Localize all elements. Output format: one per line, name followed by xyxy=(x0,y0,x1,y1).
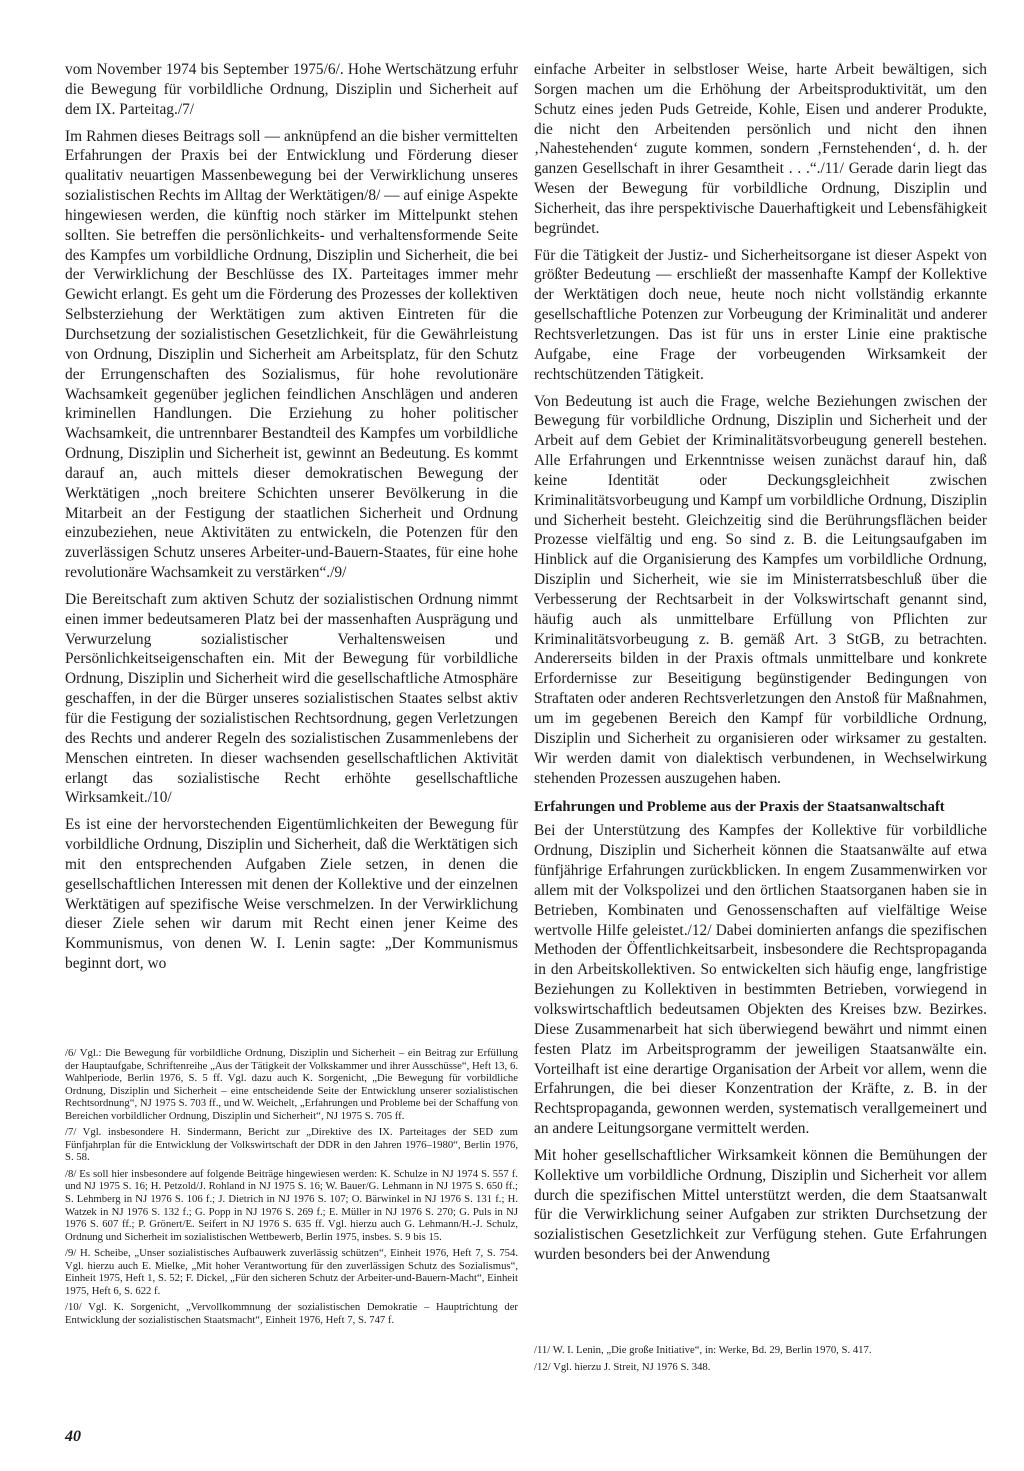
paragraph: Es ist eine der hervorstechenden Eigentümlichkeiten der Bewegung für vorbildliche Ordnung, Disziplin und Sicherheit, daß die Werktätigen sich mit den entsprechenden Aufgaben Ziele setzen, in denen die gesellschaftlichen Interessen mit denen der Kollektive und der einzelnen Werktätigen auf spezifische Weise verschmelzen. In der Verwirklichung dieser Ziele sehen wir darum mit Recht einen jener Keime des Kommunismus, von denen W. I. Lenin sagte: „Der Kommunismus beginnt dort, wo xyxy=(65,816,518,973)
paragraph: vom November 1974 bis September 1975/6/. Hohe Wertschätzung erfuhr die Bewegung für vorbildliche Ordnung, Disziplin und Sicherheit auf dem IX. Parteitag./7/ xyxy=(65,61,518,118)
footnotes-left xyxy=(65,1047,518,1330)
footnotes-right xyxy=(534,1344,987,1377)
footnote: /8/ Es soll hier insbesondere auf folgende Beiträge hingewiesen werden: K. Schulze in NJ 1974 S. 557 f. und NJ 1975 S. 16; H. Petzold/J. Rohland in NJ 1975 S. 16; W. Bauer/G. Lehmann in NJ 1975 S. 650 ff.; S. Lehmberg in NJ 1976 S. 106 f.; J. Dietrich in NJ 1976 S. 107; O. Bärwinkel in NJ 1976 S. 131 f.; H. Watzek in NJ 1976 S. 132 f.; G. Popp in NJ 1976 S. 269 f.; E. Müller in NJ 1976 S. 270; G. Puls in NJ 1976 S. 607 ff.; P. Grönert/E. Seifert in NJ 1976 S. 635 ff. Vgl. hierzu auch G. Lehmann/H.-J. Schulz, Ordnung und Sicherheit im sozialistischen Wettbewerb, Berlin 1975, insbes. S. 9 bis 15. xyxy=(65,1167,518,1243)
paragraph: Mit hoher gesellschaftlicher Wirksamkeit können die Bemühungen der Kollektive um vorbildliche Ordnung, Disziplin und Sicherheit vor allem durch die spezifischen Mittel unterstützt werden, die dem Staatsanwalt für die Verwirklichung seiner Aufgaben zur strikten Durchsetzung der sozialistischen Gesetzlichkeit zur Verfügung stehen. Gute Erfahrungen wurden besonders bei der Anwendung xyxy=(534,1146,987,1264)
footnote: /11/ W. I. Lenin, „Die große Initiative“, in: Werke, Bd. 29, Berlin 1970, S. 417. xyxy=(534,1344,872,1356)
footnote: /10/ Vgl. K. Sorgenicht, „Vervollkommnung der sozialistischen Demokratie – Hauptrichtung der Entwicklung der sozialistischen Staatsmacht“, Einheit 1976, Heft 7, S. 747 f. xyxy=(65,1301,518,1326)
footnote: /7/ Vgl. insbesondere H. Sindermann, Bericht zur „Direktive des IX. Parteitages der SED zum Fünfjahrplan für die Entwicklung der Volkswirtschaft der DDR in den Jahren 1976–1980“, Berlin 1976, S. 58. xyxy=(65,1126,518,1164)
paragraph: Für die Tätigkeit der Justiz- und Sicherheitsorgane ist dieser Aspekt von größter Bedeutung — erschließt der massenhafte Kampf der Kollektive der Werktätigen doch neue, heute noch nicht vollständig erkannte gesellschaftliche Potenzen zur Vorbeugung der Kriminalität und anderer Rechtsverletzungen. Das ist für uns in erster Linie eine praktische Aufgabe, eine Frage der vorbeugenden Wirksamkeit der rechtschützenden Tätigkeit. xyxy=(534,246,987,383)
paragraph: einfache Arbeiter in selbstloser Weise, harte Arbeit bewältigen, sich Sorgen machen um die Erhöhung der Arbeitsproduktivität, um den Schutz eines jeden Puds Getreide, Kohle, Eisen und anderer Produkte, die nicht den Arbeitenden persönlich und nicht den ihnen ‚Nahestehenden‘ zugute kommen, sondern ‚Fernstehenden‘, d. h. der ganzen Gesellschaft in ihrer Gesamtheit . . .“./11/ Gerade darin liegt das Wesen der Bewegung für vorbildliche Ordnung, Disziplin und Sicherheit, das ihre perspektivische Dauerhaftigkeit und Lebensfähigkeit begründet. xyxy=(534,61,987,237)
section-heading: Erfahrungen und Probleme aus der Praxis der Staatsanwaltschaft xyxy=(534,799,945,816)
footnote: /6/ Vgl.: Die Bewegung für vorbildliche Ordnung, Disziplin und Sicherheit – ein Beitrag zur Erfüllung der Hauptaufgabe, Schriftenreihe „Aus der Tätigkeit der Volkskammer und ihrer Ausschüsse“, Heft 13, 6. Wahlperiode, Berlin 1976, S. 5 ff. Vgl. dazu auch K. Sorgenicht, „Die Bewegung für vorbildliche Ordnung, Disziplin und Sicherheit – eine entscheidende Seite der Entwicklung unserer sozialistischen Rechtsordnung“, NJ 1975 S. 703 ff., und W. Weichelt, „Erfahrungen und Probleme bei der Schaffung von Bereichen vorbildlicher Ordnung, Disziplin und Sicherheit“, NJ 1975 S. 705 ff. xyxy=(65,1047,518,1122)
paragraph: Die Bereitschaft zum aktiven Schutz der sozialistischen Ordnung nimmt einen immer bedeutsameren Platz bei der massenhaften Ausprägung und Verwurzelung sozialistischer Verhaltensweisen und Persönlichkeitseigenschaften ein. Mit der Bewegung für vorbildliche Ordnung, Disziplin und Sicherheit wird die gesellschaftliche Atmosphäre geschaffen, in der die Bürger unseres sozialistischen Staates selbst aktiv für die Festigung der sozialistischen Rechtsordnung, gegen Verletzungen des Rechts und anderer Regeln des sozialistischen Zusammenlebens der Menschen eintreten. In dieser wachsenden gesellschaftlichen Aktivität erlangt das sozialistische Recht erhöhte gesellschaftliche Wirksamkeit./10/ xyxy=(65,590,518,807)
footnote: /12/ Vgl. hierzu J. Streit, NJ 1976 S. 348. xyxy=(534,1360,711,1373)
right-column xyxy=(534,60,987,1272)
page-number: 40 xyxy=(65,1428,81,1445)
left-column xyxy=(65,60,518,981)
footnote: /9/ H. Scheibe, „Unser sozialistisches Aufbauwerk zuverlässig schützen“, Einheit 1976, Heft 7, S. 754. Vgl. hierzu auch E. Mielke, „Mit hoher Verantwortung für den zuverlässigen Schutz des Sozialismus“, Einheit 1975, Heft 1, S. 52; F. Dickel, „Für den sicheren Schutz der Arbeiter-und-Bauern-Macht“, Einheit 1975, Heft 6, S. 622 f. xyxy=(65,1247,518,1297)
paragraph: Im Rahmen dieses Beitrags soll — anknüpfend an die bisher vermittelten Erfahrungen der Praxis bei der Entwicklung und Förderung dieser qualitativ neuartigen Massenbewegung bei der Verwirklichung unseres sozialistischen Rechts im Alltag der Werktätigen/8/ — auf einige Aspekte hingewiesen werden, die künftig noch stärker im Mittelpunkt stehen sollten. Sie betreffen die persönlichkeits- und verhaltensformende Seite des Kampfes um vorbildliche Ordnung, Disziplin und Sicherheit, die bei der Verwirklichung der Beschlüsse des IX. Parteitages immer mehr Gewicht erlangt. Es geht um die Förderung des Prozesses der kollektiven Selbsterziehung der Werktätigen zum aktiven Eintreten für die Durchsetzung der sozialistischen Gesetzlichkeit, für die Gewährleistung von Ordnung, Disziplin und Sicherheit am Arbeitsplatz, für den Schutz der Errungenschaften des Sozialismus, für hohe revolutionäre Wachsamkeit gegenüber jeglichen feindlichen Anschlägen und anderen kriminellen Handlungen. Die Erziehung zu hoher politischer Wachsamkeit, die untrennbarer Bestandteil des Kampfes um vorbildliche Ordnung, Disziplin und Sicherheit ist, gewinnt an Bedeutung. Es kommt darauf an, auch mittels dieser demokratischen Bewegung der Werktätigen „noch breitere Schichten unserer Bevölkerung in die Mitarbeit an der Festigung der staatlichen Sicherheit und Ordnung einzubeziehen, neue Aktivitäten zu entwickeln, die Potenzen für den zuverlässigen Schutz unseres Arbeiter-und-Bauern-Staates, für eine hohe revolutionäre Wachsamkeit zu verstärken“./9/ xyxy=(65,127,518,582)
paragraph: Von Bedeutung ist auch die Frage, welche Beziehungen zwischen der Bewegung für vorbildliche Ordnung, Disziplin und Sicherheit und der Arbeit auf dem Gebiet der Kriminalitätsvorbeugung generell bestehen. Alle Erfahrungen und Erkenntnisse weisen zunächst darauf hin, daß keine Identität oder Deckungsgleichheit zwischen Kriminalitätsvorbeugung und Kampf um vorbildliche Ordnung, Disziplin und Sicherheit besteht. Gleichzeitig sind die Berührungsflächen beider Prozesse vielfältig und eng. So sind z. B. die Leitungsaufgaben im Hinblick auf die Organisierung des Kampfes um vorbildliche Ordnung, Disziplin und Sicherheit, wie sie im Ministerratsbeschluß über die Verbesserung der Rechtsarbeit in der Volkswirtschaft genannt sind, häufig auch als unmittelbare Erfüllung von Pflichten zur Kriminalitätsvorbeugung z. B. gemäß Art. 3 StGB, zu betrachten. Andererseits bilden in der Praxis oftmals unmittelbare und konkrete Erfordernisse zur Beseitigung begünstigender Bedingungen von Straftaten oder anderen Rechtsverletzungen den Anstoß für Maßnahmen, um im gegebenen Bereich den Kampf für vorbildliche Ordnung, Disziplin und Sicherheit zu organisieren oder wirksamer zu gestalten. Wir werden damit von dialektisch verbundenen, in Wechselwirkung stehenden Prozessen auszugehen haben. xyxy=(534,392,987,787)
paragraph: Bei der Unterstützung des Kampfes der Kollektive für vorbildliche Ordnung, Disziplin und Sicherheit können die Staatsanwälte auf etwa fünfjährige Erfahrungen zurückblicken. In engem Zusammenwirken vor allem mit der Volkspolizei und den örtlichen Staatsorganen haben sie in Betrieben, Kombinaten und Genossenschaften auf vielfältige Weise wertvolle Hilfe geleistet./12/ Dabei dominierten anfangs die spezifischen Methoden der Öffentlichkeitsarbeit, insbesondere die Rechtspropaganda in den Arbeitskollektiven. So entwickelten sich häufig enge, langfristige Beziehungen zu Kollektiven in bestimmten Betrieben, vorwiegend in volkswirtschaftlich bedeutsamen Objekten des Kreises bzw. Bezirkes. Diese Zusammenarbeit hat sich überwiegend bewährt und nimmt einen festen Platz im Arbeitsprogramm der jeweiligen Staatsanwälte ein. Vorteilhaft ist eine derartige Organisation der Arbeit vor allem, wenn die Erfahrungen, die bei dieser Konzentration der Kräfte, z. B. in der Rechtspropaganda, gewonnen werden, systematisch verallgemeinert und an andere Leitungsorgane vermittelt werden. xyxy=(534,822,987,1138)
